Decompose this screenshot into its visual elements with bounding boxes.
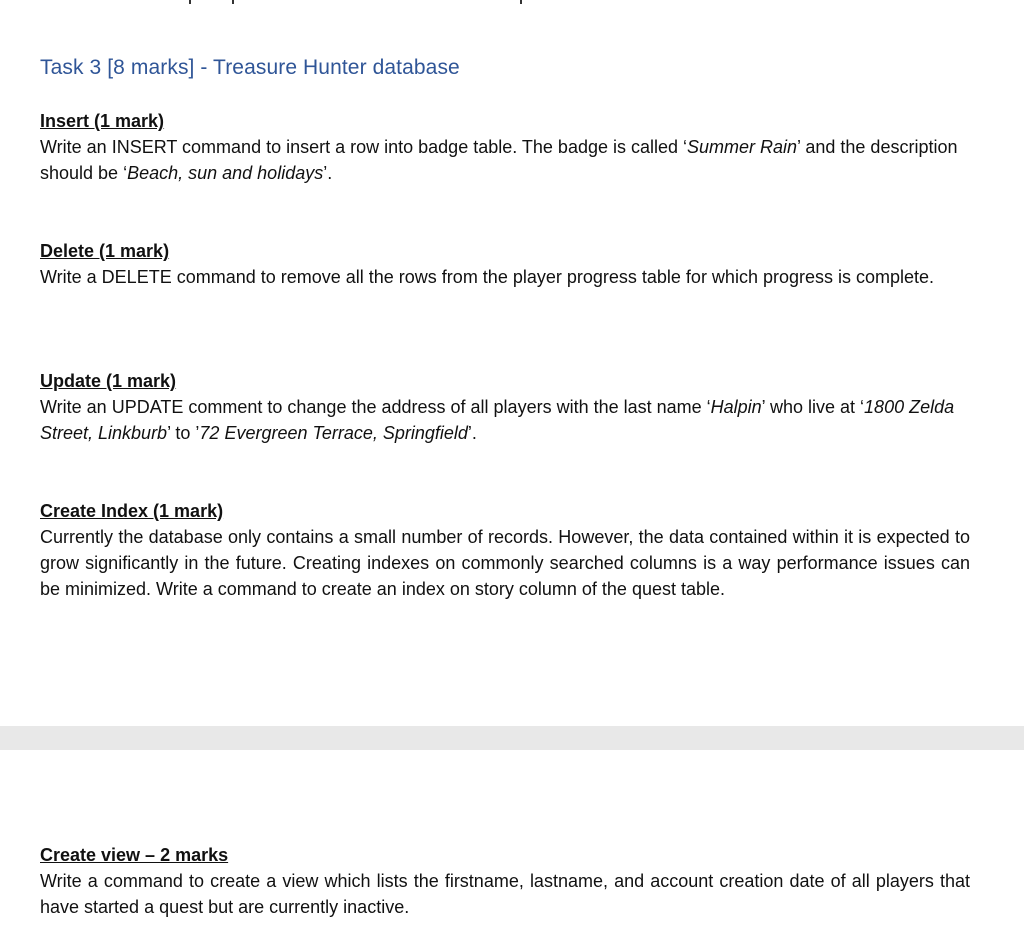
task-title: Task 3 [8 marks] - Treasure Hunter database <box>40 56 460 79</box>
text-run: Write a DELETE command to remove all the rows from the player progress table for which progress is complete. <box>40 267 935 287</box>
section-create-index <box>40 498 970 602</box>
section-body <box>40 524 970 602</box>
section-update <box>40 368 970 446</box>
section-heading: Create view – 2 marks <box>40 845 229 865</box>
section-delete <box>40 238 970 290</box>
text-run: ’ and the description should be ‘ <box>40 137 958 183</box>
italic-text-run: Halpin <box>710 397 762 417</box>
section-body <box>40 264 970 290</box>
text-run: Currently the database only contains a small number of records. However, the data contained within it is expected to grow significantly in the future. Creating indexes on commonly searched columns is a way performance issues can be minimized. Write a command to create an index on story column of the quest table. <box>40 527 970 599</box>
section-body <box>40 868 970 920</box>
text-run: ’. <box>323 163 333 183</box>
section-heading: Create Index (1 mark) <box>40 501 224 521</box>
italic-text-run: 1800 Zelda Street, Linkburb <box>40 397 955 443</box>
text-run: Write an UPDATE comment to change the address of all players with the last name ‘ <box>40 397 711 417</box>
text-run: ’. <box>467 423 477 443</box>
section-heading: Update (1 mark) <box>40 371 177 391</box>
text-run: ’ to ’ <box>167 423 200 443</box>
section-create-view <box>40 842 970 920</box>
text-run: Write a command to create a view which lists the firstname, lastname, and account creation date of all players that have started a quest but are currently inactive. <box>40 871 970 917</box>
section-insert <box>40 108 970 186</box>
text-run: ’ who live at ‘ <box>761 397 865 417</box>
italic-text-run: Summer Rain <box>687 137 798 157</box>
section-heading: Delete (1 mark) <box>40 241 170 261</box>
previous-page-text-fragment <box>0 0 1024 6</box>
section-body <box>40 134 970 186</box>
italic-text-run: 72 Evergreen Terrace, Springfield <box>199 423 468 443</box>
section-body <box>40 394 970 446</box>
text-run: Write an INSERT command to insert a row into badge table. The badge is called ‘ <box>40 137 688 157</box>
section-heading: Insert (1 mark) <box>40 111 165 131</box>
italic-text-run: Beach, sun and holidays <box>127 163 324 183</box>
page-break <box>0 726 1024 750</box>
